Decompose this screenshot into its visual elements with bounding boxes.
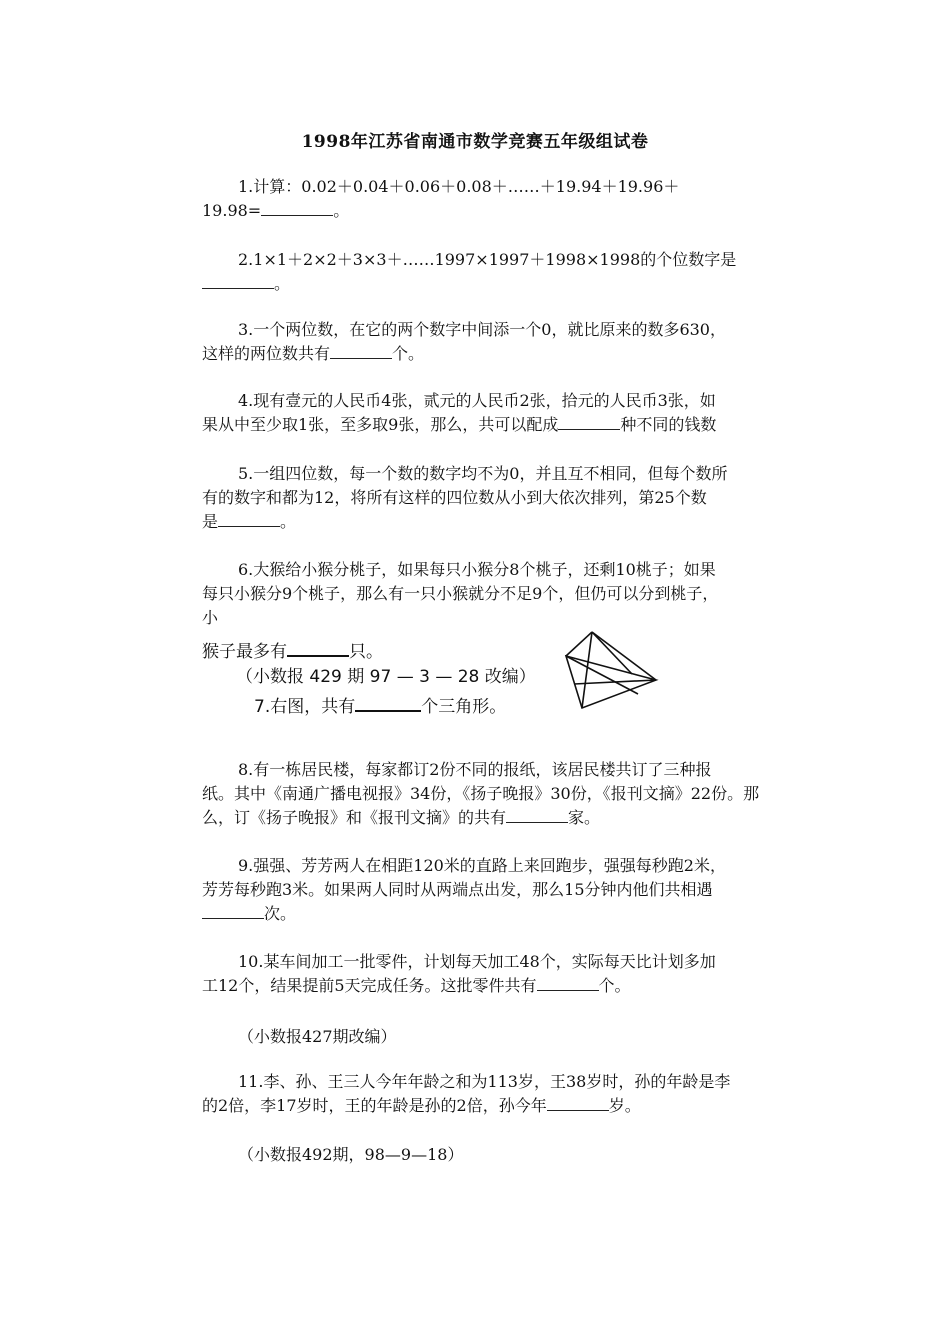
answer-blank-9[interactable]	[202, 902, 264, 919]
question-3-line-2: 这样的两位数共有 个。	[202, 344, 425, 363]
question-8-line-3: 么，订《扬子晚报》和《报刊文摘》的共有 家。	[202, 808, 601, 827]
question-1-line-2: 19.98= 。	[202, 201, 350, 220]
question-9	[202, 854, 812, 926]
page-title: 1998年江苏省南通市数学竞赛五年级组试卷	[301, 132, 649, 152]
question-2-line-1: 2.1×1＋2×2＋3×3＋……1997×1997＋1998×1998的个位数字是	[238, 250, 737, 269]
answer-blank-3[interactable]	[330, 342, 392, 359]
answer-blank-5[interactable]	[218, 510, 280, 527]
star-triangle-figure-icon	[562, 630, 662, 712]
question-8-line-2: 纸。其中《南通广播电视报》34份，《扬子晚报》30份，《报刊文摘》22份。那	[202, 784, 760, 803]
question-1	[202, 175, 812, 223]
question-5	[202, 462, 812, 534]
question-6-line-1: 6.大猴给小猴分桃子，如果每只小猴分8个桃子，还剩10桃子；如果	[238, 560, 716, 579]
question-8	[202, 758, 812, 830]
question-9-line-3: 次。	[202, 902, 812, 926]
answer-blank-7[interactable]	[355, 694, 421, 712]
source-note-429: （小数报 429 期 97 — 3 — 28 改编）	[236, 667, 536, 687]
question-11-line-1: 11.李、孙、王三人今年年龄之和为113岁，王38岁时，孙的年龄是李	[238, 1072, 731, 1091]
question-4-line-1: 4.现有壹元的人民币4张，贰元的人民币2张，拾元的人民币3张，如	[238, 391, 716, 410]
question-5-line-1: 5.一组四位数，每一个数的数字均不为0，并且互不相同，但每个数所	[238, 464, 728, 483]
question-6	[202, 558, 812, 630]
source-note-492: （小数报492期，98—9—18）	[238, 1145, 464, 1164]
answer-blank-6[interactable]	[287, 639, 349, 657]
question-10	[202, 950, 812, 998]
question-7: 7.右图，共有 个三角形。	[254, 692, 506, 717]
question-3	[202, 318, 812, 366]
question-8-line-1: 8.有一栋居民楼，每家都订2份不同的报纸，该居民楼共订了三种报	[238, 760, 712, 779]
answer-blank-2[interactable]	[202, 272, 274, 289]
question-4	[202, 389, 812, 437]
question-6-continuation: 猴子最多有 只。	[202, 637, 383, 662]
question-1-line-1: 1.计算：0.02＋0.04＋0.06＋0.08＋……＋19.94＋19.96＋	[238, 177, 680, 196]
question-5-line-3: 是 。	[202, 512, 297, 531]
question-5-line-2: 有的数字和都为12，将所有这样的四位数从小到大依次排列，第25个数	[202, 488, 707, 507]
question-2	[202, 248, 812, 296]
question-11	[202, 1070, 812, 1118]
question-6-line-3: 小	[202, 608, 219, 627]
answer-blank-8[interactable]	[506, 806, 568, 823]
question-6-line-2: 每只小猴分9个桃子，那么有一只小猴就分不足9个，但仍可以分到桃子，	[202, 584, 719, 603]
question-10-line-2: 工12个，结果提前5天完成任务。这批零件共有 个。	[202, 976, 631, 995]
question-4-line-2: 果从中至少取1张，至多取9张，那么，共可以配成 种不同的钱数	[202, 415, 717, 434]
question-9-line-1: 9.强强、芳芳两人在相距120米的直路上来回跑步，强强每秒跑2米，	[238, 856, 726, 875]
question-10-line-1: 10.某车间加工一批零件，计划每天加工48个，实际每天比计划多加	[238, 952, 716, 971]
answer-blank-4[interactable]	[558, 413, 620, 430]
answer-blank-10[interactable]	[537, 974, 599, 991]
answer-blank-1[interactable]	[261, 199, 333, 216]
question-2-line-2: 。	[202, 272, 812, 296]
question-11-line-2: 的2倍，李17岁时，王的年龄是孙的2倍，孙今年 岁。	[202, 1096, 641, 1115]
question-9-line-2: 芳芳每秒跑3米。如果两人同时从两端点出发，那么15分钟内他们共相遇	[202, 880, 713, 899]
question-3-line-1: 3.一个两位数，在它的两个数字中间添一个0，就比原来的数多630，	[238, 320, 726, 339]
answer-blank-11[interactable]	[547, 1094, 609, 1111]
source-note-427: （小数报427期改编）	[238, 1027, 397, 1046]
